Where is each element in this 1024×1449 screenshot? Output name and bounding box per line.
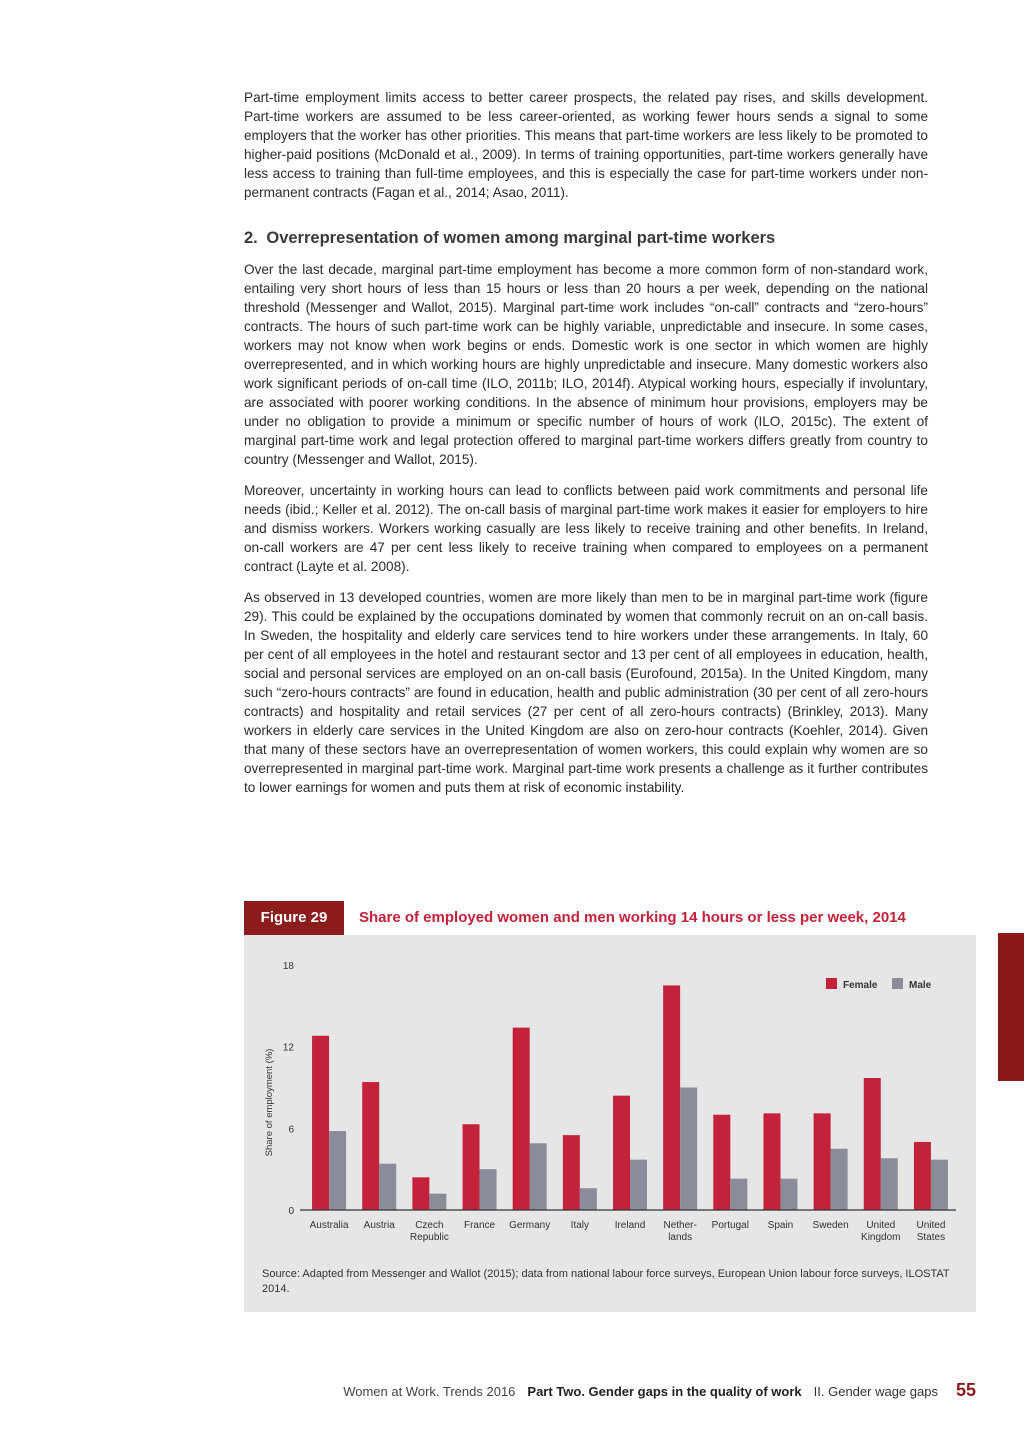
x-tick-label: lands — [668, 1232, 693, 1243]
bar-male — [480, 1169, 497, 1210]
bar-male — [730, 1179, 747, 1210]
bar-female — [362, 1082, 379, 1210]
paragraph: Over the last decade, marginal part-time employment has become a more common form of non-standard work, entailing very short hours of less than 15 hours or less than 20 hours a per week, depending on the national threshold (Messenger and Wallot, 2015). Marginal part-time work includes “on-call” contracts and “zero-hours” contracts. The hours of such part-time work can be highly variable, unpredictable and insecure. In some cases, workers may not know when work begins or ends. Domestic work is one sector in which women are highly overrepresented, and in which working hours are highly unpredictable and insecure. Many domestic workers also work significant periods of on-call time (ILO, 2011b; ILO, 2014f). Atypical working hours, especially if involuntary, are associated with poorer working conditions. In the absence of minimum hour provisions, employers may be under no obligation to provide a minimum or specific number of hours of work (ILO, 2015c). The extent of marginal part-time work and legal protection offered to marginal part-time workers differs greatly from country to country (Messenger and Wallot, 2015). — [244, 262, 928, 467]
y-tick-label: 18 — [282, 961, 294, 972]
paragraph: Part-time employment limits access to better career prospects, the related pay rises, and skills development. Part-time workers are assumed to be less career-oriented, as working fewer hours sends a signal to some employers that the worker has other priorities. This means that part-time workers are less likely to be promoted to higher-paid positions (McDonald et al., 2009). In terms of training opportunities, part-time workers generally have less access to training than full-time employees, and this is especially the case for part-time workers under non-permanent contracts (Fagan et al., 2014; Asao, 2011). — [244, 90, 928, 200]
bar-male — [780, 1179, 797, 1210]
bar-female — [864, 1078, 881, 1210]
x-tick-label: United — [916, 1220, 946, 1231]
paragraph: Moreover, uncertainty in working hours can lead to conflicts between paid work commitments and personal life needs (ibid.; Keller et al. 2012). The on-call basis of marginal part-time work makes it easier for employers to hire and dismiss workers. Workers working casually are less likely to receive training and other benefits. In Ireland, on-call workers are 47 per cent less likely to receive training when compared to employees on a permanent contract (Layte et al. 2008). — [244, 483, 928, 574]
bar-male — [329, 1131, 346, 1210]
y-tick-label: 6 — [288, 1124, 294, 1136]
figure-title: Share of employed women and men working 14 hours or less per week, 2014 — [359, 909, 906, 926]
bar-female — [914, 1142, 931, 1210]
bar-female — [513, 1028, 530, 1210]
y-tick-label: 12 — [282, 1042, 294, 1054]
bar-male — [931, 1160, 948, 1210]
bar-female — [814, 1113, 831, 1210]
x-tick-label: Czech — [415, 1220, 444, 1231]
x-tick-label: States — [916, 1232, 946, 1243]
bar-male — [580, 1188, 597, 1210]
bar-female — [563, 1135, 580, 1210]
x-tick-label: France — [463, 1220, 496, 1231]
x-tick-label: Ireland — [614, 1220, 646, 1231]
legend-label-female: Female — [843, 980, 878, 991]
page-number: 55 — [955, 1380, 976, 1400]
bar-male — [630, 1160, 647, 1210]
main-content — [244, 88, 928, 809]
x-tick-label: Nether- — [663, 1220, 697, 1231]
figure-panel — [244, 935, 976, 1312]
legend-swatch-male — [892, 978, 903, 989]
x-tick-label: Kingdom — [861, 1232, 901, 1243]
section-number: 2. — [244, 229, 258, 247]
section-body — [244, 260, 928, 797]
y-tick-label: 0 — [288, 1206, 294, 1217]
section-title: Overrepresentation of women among marginal part-time workers — [266, 229, 776, 247]
x-tick-label: Portugal — [711, 1220, 749, 1231]
bar-male — [881, 1158, 898, 1210]
bar-female — [312, 1036, 329, 1210]
x-tick-label: Spain — [767, 1220, 794, 1231]
legend-swatch-female — [826, 978, 837, 989]
x-tick-label: Republic — [409, 1232, 449, 1243]
bar-female — [713, 1115, 730, 1210]
x-tick-label: Germany — [509, 1220, 551, 1231]
figure-label: Figure 29 — [244, 901, 344, 935]
footer-chapter: II. Gender wage gaps — [813, 1384, 938, 1399]
intro-text — [244, 88, 928, 202]
x-tick-label: Australia — [309, 1220, 349, 1231]
chapter-side-tab — [998, 933, 1024, 1081]
page-footer — [0, 1380, 976, 1410]
bar-female — [412, 1177, 429, 1210]
legend-label-male: Male — [909, 980, 932, 991]
bar-female — [613, 1096, 630, 1210]
footer-publication: Women at Work. Trends 2016 — [343, 1384, 516, 1399]
figure-header — [244, 901, 976, 935]
x-tick-label: Sweden — [812, 1220, 849, 1231]
x-tick-label: Italy — [570, 1220, 590, 1231]
footer-part: Part Two. Gender gaps in the quality of work — [527, 1384, 802, 1399]
y-axis-label: Share of employment (%) — [264, 1048, 275, 1157]
bar-male — [530, 1143, 547, 1210]
bar-male — [379, 1164, 396, 1210]
bar-chart — [244, 935, 976, 1255]
bar-female — [663, 985, 680, 1210]
bar-female — [763, 1113, 780, 1210]
x-tick-label: United — [866, 1220, 896, 1231]
x-tick-label: Austria — [363, 1220, 395, 1231]
bar-male — [831, 1149, 848, 1210]
paragraph: As observed in 13 developed countries, women are more likely than men to be in marginal part-time work (figure 29). This could be explained by the occupations dominated by women that commonly recruit on an on-call basis. In Sweden, the hospitality and elderly care services tend to hire workers under these arrangements. In Italy, 60 per cent of all employees in the hotel and restaurant sector and 13 per cent of all employees in education, health, social and personal services are employed on an on-call basis (Eurofound, 2015a). In the United Kingdom, many such “zero-hours contracts” are found in education, health and public administration (30 per cent of all zero-hours contracts) and hospitality and retail services (27 per cent of all zero-hours contracts) (Brinkley, 2013). Many workers in elderly care services in the United Kingdom are also on zero-hour contracts (Koehler, 2014). Given that many of these sectors have an overrepresentation of women workers, this could explain why women are so overrepresented in marginal part-time work. Marginal part-time work presents a challenge as it further contributes to lower earnings for women and puts them at risk of economic instability. — [244, 590, 928, 795]
figure-source: Source: Adapted from Messenger and Wallot (2015); data from national labour force surveys, European Union labour force surveys, ILOSTAT 2014. — [262, 1268, 950, 1295]
section-heading — [244, 228, 928, 248]
bar-male — [680, 1088, 697, 1211]
bar-male — [429, 1194, 446, 1210]
bar-female — [463, 1124, 480, 1210]
